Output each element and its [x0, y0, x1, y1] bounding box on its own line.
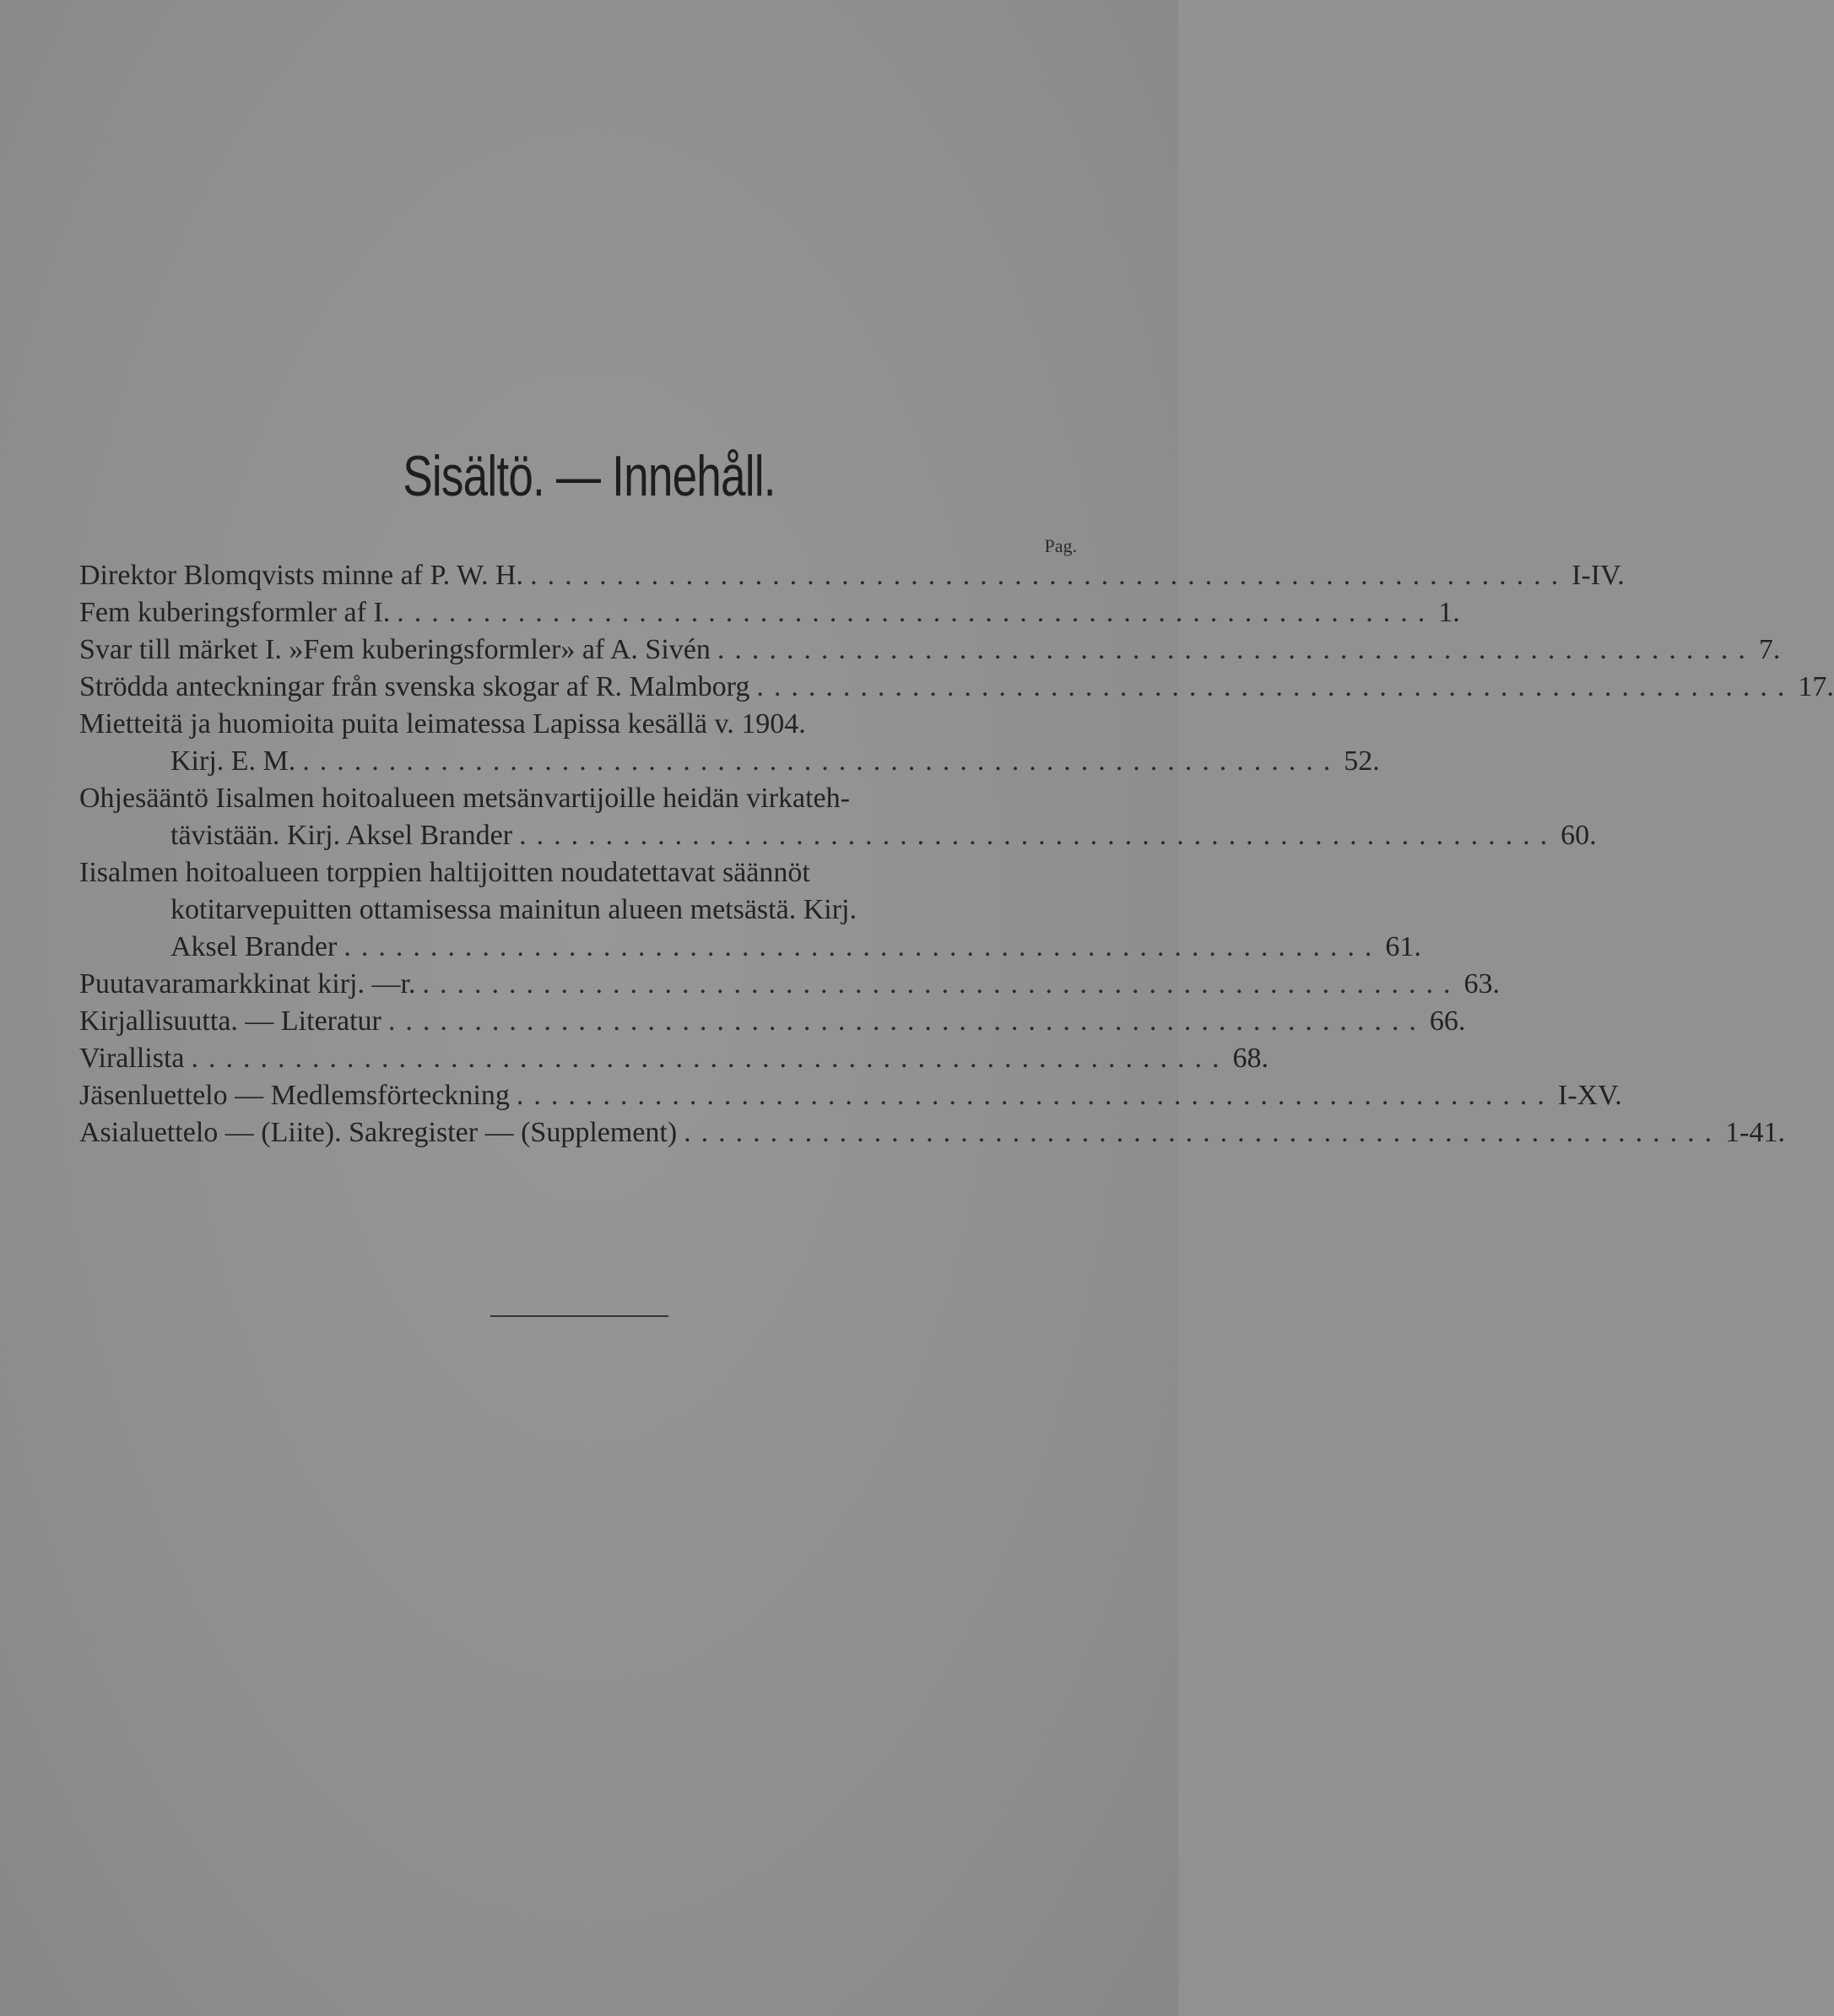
toc-page-number: 52.	[1344, 745, 1380, 777]
toc-entry	[79, 1040, 1269, 1077]
toc-entry-line	[79, 1114, 1785, 1152]
toc-entry-text: Puutavaramarkkinat kirj. —r.	[79, 968, 416, 1000]
toc-page-number: 63.	[1463, 968, 1500, 1000]
toc-entry	[79, 706, 1380, 780]
toc-entry-line	[79, 1077, 1622, 1114]
closing-rule	[490, 1315, 668, 1317]
toc-page-number: 1-41.	[1725, 1117, 1785, 1148]
toc-page-number: 66.	[1429, 1005, 1466, 1037]
toc-entry-line	[79, 743, 1380, 780]
toc-entry-line	[79, 817, 1597, 854]
page-title: Sisältö. — Innehåll.	[403, 444, 776, 508]
dot-leader: ............................................................	[387, 1005, 1426, 1037]
toc-entry-text: Strödda anteckningar från svenska skogar af R. Malmborg	[79, 671, 750, 702]
toc-entry-text: Virallista	[79, 1043, 185, 1074]
toc-entry-text: Fem kuberingsformler af I.	[79, 597, 391, 628]
dot-leader: ............................................................	[717, 634, 1756, 665]
toc-entry-text: Asialuettelo — (Liite). Sakregister — (Supplement)	[79, 1117, 678, 1148]
toc-entry-line	[79, 854, 1077, 891]
toc-entry-line	[79, 891, 1077, 929]
toc-entry-text: Kirj. E. M.	[170, 745, 296, 777]
toc-page-number: 60.	[1561, 820, 1597, 851]
toc-page-number: 61.	[1385, 931, 1421, 962]
toc-entry-text: Jäsenluettelo — Medlemsförteckning	[79, 1080, 510, 1111]
dot-leader: ............................................................	[344, 931, 1382, 962]
toc-entry	[79, 631, 1781, 669]
toc-entry-line	[79, 929, 1421, 966]
toc-entry-text: kotitarvepuitten ottamisessa mainitun alueen metsästä. Kirj.	[170, 894, 857, 925]
toc-entry-text: Mietteitä ja huomioita puita leimatessa Lapissa kesällä v. 1904.	[79, 708, 806, 740]
toc-entry	[79, 854, 1421, 966]
dot-leader: ............................................................	[516, 1080, 1555, 1111]
toc-page-number: 68.	[1232, 1043, 1269, 1074]
toc-page-number: 1.	[1438, 597, 1460, 628]
toc-entry	[79, 966, 1500, 1003]
dot-leader: ............................................................	[684, 1117, 1723, 1148]
toc-entry-line	[79, 669, 1834, 706]
toc-page-number: I-XV.	[1557, 1080, 1622, 1111]
dot-leader: ............................................................	[397, 597, 1436, 628]
toc-entry	[79, 557, 1625, 594]
toc-entry-line	[79, 631, 1781, 669]
toc-entry	[79, 594, 1460, 631]
toc-entry-text: Ohjesääntö Iisalmen hoitoalueen metsänvartijoille heidän virkateh-	[79, 783, 850, 814]
dot-leader: ............................................................	[191, 1043, 1230, 1074]
toc-entry	[79, 1003, 1466, 1040]
toc-entry-line	[79, 1003, 1466, 1040]
toc-page-number: 17.	[1798, 671, 1834, 702]
toc-page-number: 7.	[1758, 634, 1781, 665]
toc-entry-text: Direktor Blomqvists minne af P. W. H.	[79, 560, 524, 591]
toc-entry	[79, 1114, 1785, 1152]
toc-entry-text: Kirjallisuutta. — Literatur	[79, 1005, 381, 1037]
toc-entry-line	[79, 966, 1500, 1003]
toc-entry	[79, 1077, 1622, 1114]
toc-entry-text: tävistään. Kirj. Aksel Brander	[170, 820, 513, 851]
dot-leader: ............................................................	[302, 745, 1341, 777]
toc-entry-line	[79, 706, 1077, 743]
dot-leader: ............................................................	[530, 560, 1569, 591]
toc-entry	[79, 669, 1834, 706]
toc-entry-line	[79, 1040, 1269, 1077]
dot-leader: ............................................................	[422, 968, 1461, 1000]
toc-entry-line	[79, 594, 1460, 631]
toc-page-number: I-IV.	[1572, 560, 1625, 591]
dot-leader: ............................................................	[519, 820, 1558, 851]
page-column-label: Pag.	[1044, 535, 1077, 556]
table-of-contents	[79, 557, 1834, 1152]
dot-leader: ............................................................	[756, 671, 1795, 702]
toc-entry-text: Aksel Brander	[170, 931, 338, 962]
toc-entry-text: Svar till märket I. »Fem kuberingsformler» af A. Sivén	[79, 634, 711, 665]
toc-entry-line	[79, 557, 1625, 594]
toc-entry-text: Iisalmen hoitoalueen torppien haltijoitten noudatettavat säännöt	[79, 857, 810, 888]
toc-entry	[79, 780, 1597, 854]
toc-entry-line	[79, 780, 1077, 817]
